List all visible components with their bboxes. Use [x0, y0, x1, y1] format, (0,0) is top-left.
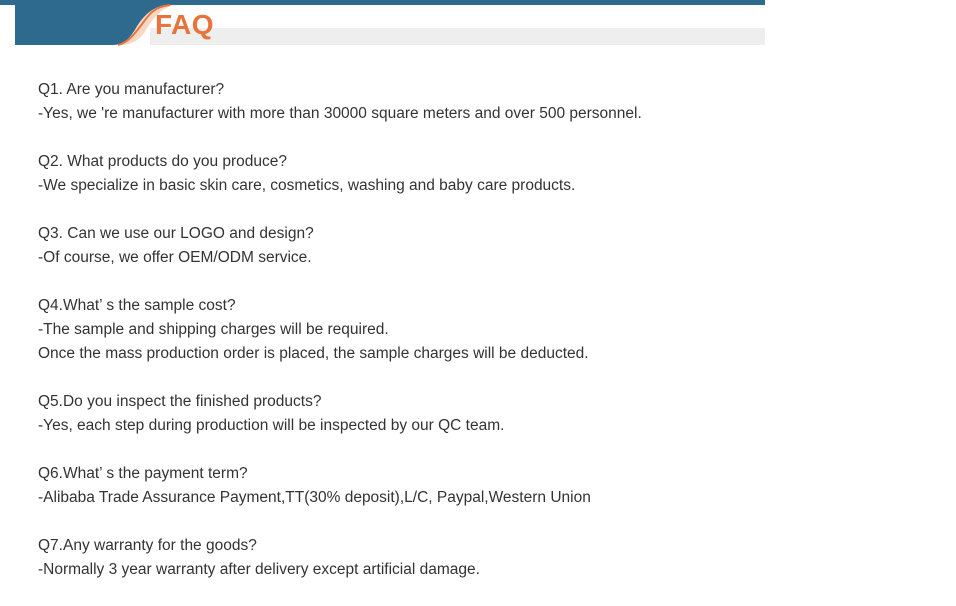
faq-item	[38, 222, 918, 270]
faq-answer: Once the mass production order is placed, the sample charges will be deducted.	[38, 345, 589, 362]
header-top-strip	[0, 0, 765, 5]
faq-item	[38, 150, 918, 198]
faq-answer: -Alibaba Trade Assurance Payment,TT(30% deposit),L/C, Paypal,Western Union	[38, 489, 591, 506]
faq-item	[38, 462, 918, 510]
faq-question: Q2. What products do you produce?	[38, 153, 288, 170]
faq-list	[38, 78, 918, 606]
faq-answer: -We specialize in basic skin care, cosmetics, washing and baby care products.	[38, 177, 576, 194]
header-decoration	[0, 0, 956, 50]
faq-item	[38, 534, 918, 582]
faq-item	[38, 390, 918, 438]
faq-answer: -The sample and shipping charges will be required.	[38, 321, 389, 338]
faq-question: Q5.Do you inspect the finished products?	[38, 393, 322, 410]
faq-header-banner	[0, 0, 956, 50]
faq-question: Q1. Are you manufacturer?	[38, 81, 225, 98]
header-gray-band	[150, 28, 765, 45]
faq-answer: -Yes, each step during production will be inspected by our QC team.	[38, 417, 505, 434]
faq-answer: -Of course, we offer OEM/ODM service.	[38, 249, 312, 266]
faq-item	[38, 78, 918, 126]
faq-question: Q7.Any warranty for the goods?	[38, 537, 257, 554]
faq-answer: -Yes, we 're manufacturer with more than 30000 square meters and over 500 personnel.	[38, 105, 642, 122]
faq-question: Q4.What’ s the sample cost?	[38, 297, 236, 314]
faq-item	[38, 294, 918, 366]
faq-question: Q6.What’ s the payment term?	[38, 465, 248, 482]
faq-answer: -Normally 3 year warranty after delivery except artificial damage.	[38, 561, 480, 578]
faq-question: Q3. Can we use our LOGO and design?	[38, 225, 314, 242]
page-title: FAQ	[155, 9, 215, 40]
